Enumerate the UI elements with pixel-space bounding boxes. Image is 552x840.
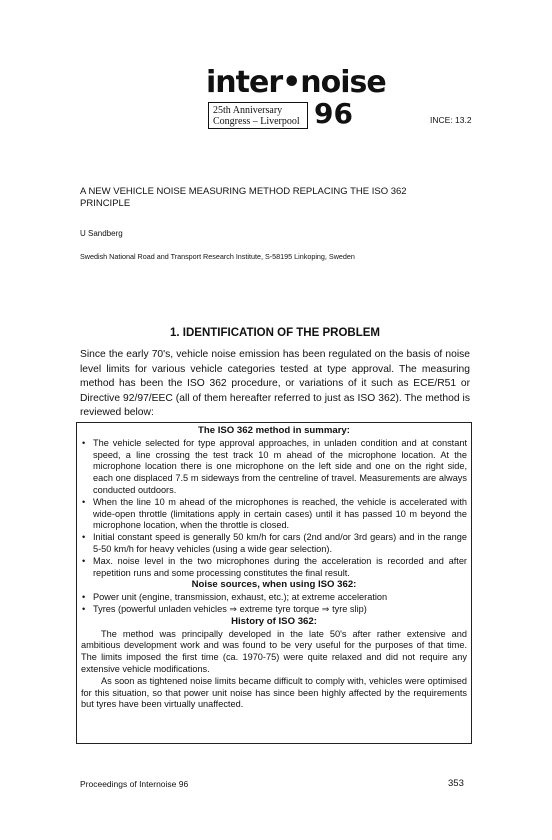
logo-title: inter•noise — [206, 65, 386, 100]
intro-paragraph: Since the early 70's, vehicle noise emission has been regulated on the basis of noise level limits for various vehicle categories tested at type approval. The measuring method has been the ISO 362 procedure, or variations of it such as ECE/R51 or Directive 92/97/EEC (all of them hereafter referred to just as ISO 362). The method is reviewed below: — [80, 349, 470, 418]
summary-list — [81, 438, 467, 580]
summary-heading: The ISO 362 method in summary: — [198, 425, 350, 436]
noise-source-bullet: • Power unit (engine, transmission, exhaust, etc.); at extreme acceleration — [81, 592, 467, 604]
affiliation: Swedish National Road and Transport Research Institute, S-58195 Linkoping, Sweden — [80, 252, 355, 261]
history-text — [81, 629, 467, 712]
section-heading: 1. IDENTIFICATION OF THE PROBLEM — [170, 327, 380, 339]
noise-sources-list — [81, 592, 467, 616]
ince-code: INCE: 13.2 — [430, 115, 472, 125]
paper-title-line2: PRINCIPLE — [80, 198, 131, 209]
logo-box-line1: 25th Anniversary — [213, 105, 283, 116]
paper-title — [80, 186, 460, 210]
history-paragraph: As soon as tightened noise limits became difficult to comply with, vehicles were optimised for this situation, so that power unit noise has since been highly affected by the requirements but tyres have been virtually unaffected. — [81, 675, 467, 710]
summary-bullet: • Max. noise level in the two microphones during the acceleration is recorded and after repetition runs and some processing constitutes the final result. — [81, 556, 467, 580]
page-number: 353 — [448, 778, 464, 789]
logo-box-line2: Congress – Liverpool — [213, 116, 300, 127]
logo-year: 96 — [314, 97, 353, 130]
noise-sources-heading: Noise sources, when using ISO 362: — [191, 579, 357, 591]
footer-proceedings: Proceedings of Internoise 96 — [80, 779, 189, 789]
iso362-summary-box — [76, 422, 472, 744]
conference-logo — [206, 65, 386, 134]
paper-title-line1: A NEW VEHICLE NOISE MEASURING METHOD REPLACING THE ISO 362 — [80, 186, 407, 197]
author: U Sandberg — [80, 229, 123, 238]
summary-bullet: • The vehicle selected for type approval approaches, in unladen condition and at constant speed, a line crossing the test track 10 m ahead of the microphone location. At the microphone location there is one microphone on the left side and one on the right side, each one displaced 7.5 m sideways from the centreline of travel. Measurements are always conducted outdoors. — [81, 438, 467, 497]
history-paragraph: The method was principally developed in the late 50's after rather extensive and ambitious development work and was found to be very useful for the purposes of that time. The limits imposed the first time (ca. 1970-75) were quite relaxed and did not require any extensive vehicle modifications. — [81, 628, 467, 674]
history-heading: History of ISO 362: — [231, 615, 317, 627]
summary-bullet: • Initial constant speed is generally 50 km/h for cars (2nd and/or 3rd gears) and in the range 5-50 km/h for heavy vehicles (using a wide gear selection). — [81, 532, 467, 556]
logo-anniversary-box — [208, 102, 308, 129]
noise-source-bullet: • Tyres (powerful unladen vehicles ⇒ extreme tyre torque ⇒ tyre slip) — [81, 604, 467, 616]
summary-bullet: • When the line 10 m ahead of the microphones is reached, the vehicle is accelerated with wide-open throttle (limitations apply in certain cases) until it has passed 10 m beyond the microphone location, when the throttle is closed. — [81, 497, 467, 532]
